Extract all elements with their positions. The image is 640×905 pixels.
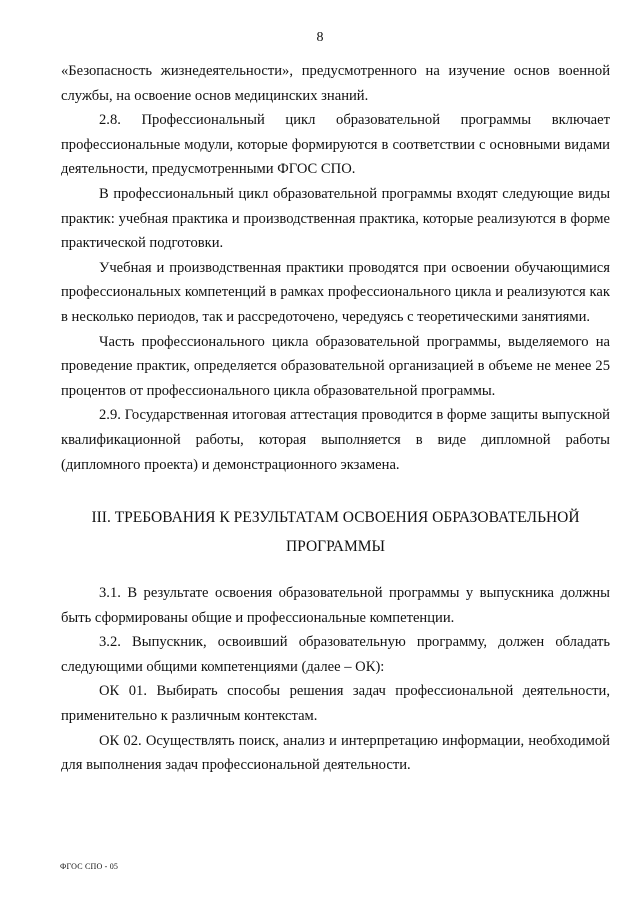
- paragraph: Учебная и производственная практики проводятся при освоении обучающимися профессиональных компетенций в рамках профессионального цикла и реализуются как в несколько периодов, так и рассредоточено, чередуясь с теоретическими занятиями.: [61, 259, 610, 325]
- paragraphs-bottom: [61, 581, 610, 778]
- document-body: [61, 59, 610, 778]
- paragraph: В профессиональный цикл образовательной программы входят следующие виды практик: учебная практика и производственная практика, которые реализуются в форме практической подготовки.: [61, 185, 610, 252]
- paragraph: Часть профессионального цикла образовательной программы, выделяемого на проведение практик, определяется образовательной организацией в объеме не менее 25 процентов от профессионального цикла образовательной программы.: [61, 333, 610, 399]
- paragraph: 2.8. Профессиональный цикл образовательной программы включает профессиональные модули, которые формируются в соответствии с основными видами деятельности, предусмотренными ФГОС СПО.: [61, 112, 610, 178]
- footer-label: ФГОС СПО - 05: [60, 862, 119, 871]
- paragraph: 2.9. Государственная итоговая аттестация проводится в форме защиты выпускной квалификационной работы, которая выполняется в виде дипломной работы (дипломного проекта) и демонстрационного экзамена.: [61, 407, 610, 473]
- paragraph: ОК 01. Выбирать способы решения задач профессиональной деятельности, применительно к различным контекстам.: [61, 683, 610, 725]
- section-title: III. ТРЕБОВАНИЯ К РЕЗУЛЬТАТАМ ОСВОЕНИЯ ОБРАЗОВАТЕЛЬНОЙ ПРОГРАММЫ: [91, 509, 580, 556]
- paragraph: «Безопасность жизнедеятельности», предусмотренного на изучение основ военной службы, на освоение основ медицинских знаний.: [61, 63, 610, 104]
- paragraph: 3.1. В результате освоения образовательной программы у выпускника должны быть сформированы общие и профессиональные компетенции.: [61, 585, 610, 626]
- page-number: 8: [316, 30, 324, 45]
- paragraph: ОК 02. Осуществлять поиск, анализ и интерпретацию информации, необходимой для выполнения задач профессиональной деятельности.: [61, 732, 610, 774]
- paragraph: 3.2. Выпускник, освоивший образовательную программу, должен обладать следующими общими компетенциями (далее – ОК):: [61, 634, 610, 675]
- paragraphs-top: [61, 59, 610, 477]
